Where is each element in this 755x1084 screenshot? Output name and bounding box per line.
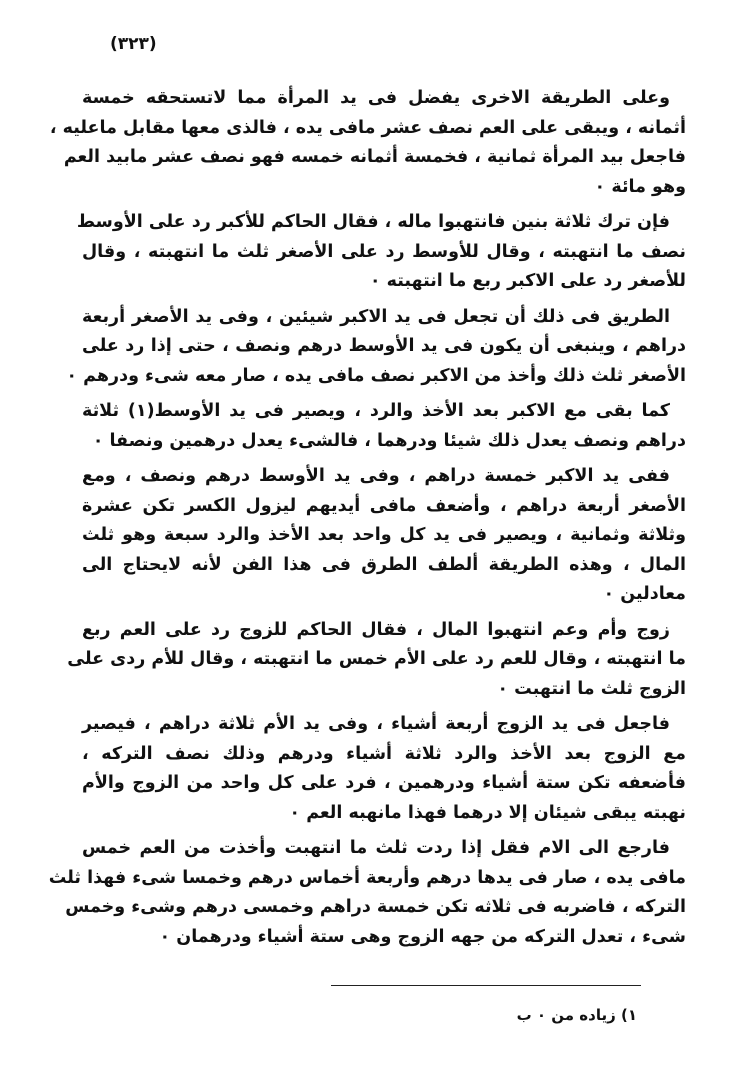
text-line: فاجعل بيد المرأة ثمانية ، فخمسة أثمانه خمسه فهو نصف عشر مابيد العم bbox=[63, 147, 686, 167]
text-line: مافى يده ، صار فى يدها درهم وأربعة أخماس درهم وخمسا شىء فهذا ثلث bbox=[48, 867, 686, 888]
text-line: كما بقى مع الاكبر بعد الأخذ والرد ، ويصير فى يد الأوسط(١) ثلاثة bbox=[82, 401, 670, 421]
paragraph bbox=[66, 303, 686, 392]
page-number: (٣٢٣) bbox=[110, 34, 157, 54]
paragraph bbox=[49, 84, 686, 202]
text-line: شىء ، تعدل التركه من جهه الزوج وهى ستة أشياء ودرهمان ٠ bbox=[159, 926, 686, 947]
text-line: ففى يد الاكبر خمسة دراهم ، وفى يد الأوسط درهم ونصف ، ومع bbox=[82, 466, 670, 486]
text-line: الزوج ثلث ما انتهبت ٠ bbox=[497, 678, 686, 699]
text-line: أثمانه ، ويبقى على العم نصف عشر مافى يده ، فالذى معها مقابل ماعليه ، bbox=[49, 117, 686, 138]
text-line: معادلين ٠ bbox=[603, 584, 686, 604]
text-line: للأصغر رد على الاكبر ربع ما انتهبته ٠ bbox=[369, 271, 686, 291]
text-line: وهو مائة ٠ bbox=[594, 176, 686, 197]
text-line: فإن ترك ثلاثة بنين فانتهبوا ماله ، فقال الحاكم للأكبر رد على الأوسط bbox=[76, 212, 670, 232]
text-line: ما انتهبته ، وقال للعم رد على الأم خمس ما انتهبته ، وقال للأم ردى على bbox=[67, 649, 686, 669]
paragraph bbox=[67, 616, 686, 705]
text-line: نصف ما انتهبته ، وقال للأوسط رد على الأصغر ثلث ما انتهبته ، وقال bbox=[82, 241, 686, 262]
text-line: دراهم ، وينبغى أن يكون فى يد الأوسط درهم ونصف ، حتى إذا رد على bbox=[82, 336, 686, 356]
paragraph bbox=[48, 834, 686, 952]
footnote: ١) زياده من ٠ ب bbox=[516, 1006, 637, 1024]
text-line: وثلاثة وثمانية ، ويصير فى يد كل واحد بعد الأخذ والرد سبعة وهو ثلث bbox=[82, 525, 686, 545]
text-line: التركه ، فاضربه فى ثلاثه تكن خمسة دراهم وخمسى درهم وشىء وخمس bbox=[65, 897, 686, 917]
paragraph bbox=[82, 462, 686, 610]
text-line: فاجعل فى يد الزوج أربعة أشياء ، وفى يد الأم ثلاثة دراهم ، فيصير bbox=[82, 714, 670, 734]
text-line: زوج وأم وعم انتهبوا المال ، فقال الحاكم للزوج رد على العم ربع bbox=[82, 619, 670, 640]
text-line: مع الزوج بعد الأخذ والرد ثلاثة أشياء ودرهم وذلك نصف التركه ، bbox=[82, 743, 686, 764]
text-line: وعلى الطريقة الاخرى يفضل فى يد المرأة مما لاتستحقه خمسة bbox=[82, 88, 670, 108]
footnote-divider bbox=[331, 985, 641, 986]
text-line: فارجع الى الام فقل إذا ردت ثلث ما انتهبت وأخذت من العم خمس bbox=[82, 838, 670, 858]
main-text bbox=[48, 84, 686, 958]
text-line: الأصغر أربعة دراهم ، وأضعف مافى أيديهم ليزول الكسر تكن عشرة bbox=[82, 495, 686, 516]
text-line: فأضعفه تكن ستة أشياء ودرهمين ، فرد على كل واحد من الزوج والأم bbox=[82, 773, 686, 793]
text-line: الطريق فى ذلك أن تجعل فى يد الاكبر شيئين ، وفى يد الأصغر أربعة bbox=[82, 306, 670, 327]
text-line: دراهم ونصف يعدل ذلك شيئا ودرهما ، فالشىء يعدل درهمين ونصفا ٠ bbox=[92, 430, 686, 451]
text-line: الأصغر ثلث ذلك وأخذ من الاكبر نصف مافى يده ، صار معه شىء ودرهم ٠ bbox=[66, 365, 686, 386]
text-line: المال ، وهذه الطريقة ألطف الطرق فى هذا الفن لأنه لايحتاج الى bbox=[82, 554, 686, 575]
text-line: نهبته يبقى شيئان إلا درهما فهذا مانهبه العم ٠ bbox=[289, 802, 686, 823]
paragraph bbox=[76, 208, 686, 297]
paragraph bbox=[82, 710, 686, 828]
paragraph bbox=[82, 397, 686, 456]
